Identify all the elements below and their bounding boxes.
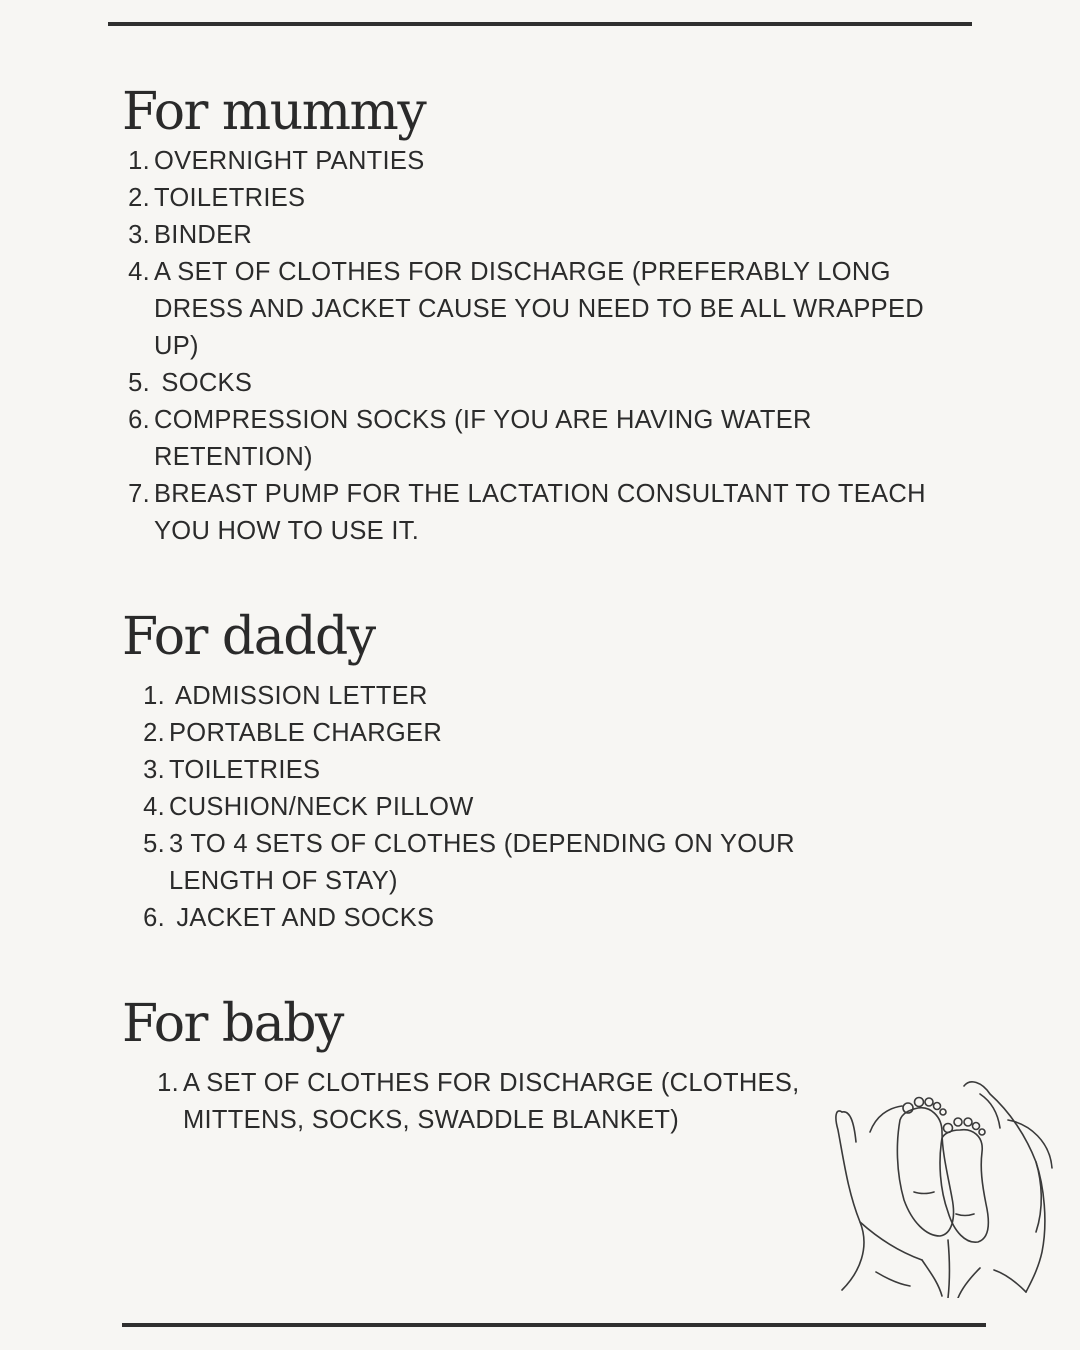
list-mummy — [124, 143, 944, 550]
list-baby — [153, 1065, 843, 1139]
list-item: 1. OVERNIGHT PANTIES — [128, 147, 425, 175]
heading-mummy: For mummy — [122, 82, 426, 142]
list-item: 2. TOILETRIES — [128, 184, 306, 212]
list-item: 6. COMPRESSION SOCKS (IF YOU ARE HAVING WATER RETENTION) — [128, 406, 812, 471]
hands-holding-baby-feet-icon — [830, 1072, 1060, 1298]
bottom-divider — [122, 1323, 986, 1327]
list-item: 1. ADMISSION LETTER — [143, 682, 428, 710]
list-item: 2. PORTABLE CHARGER — [143, 719, 443, 747]
list-item: 4. CUSHION/NECK PILLOW — [143, 793, 474, 821]
list-item: 3. BINDER — [128, 221, 253, 249]
list-item: 3. TOILETRIES — [143, 756, 321, 784]
top-divider — [108, 22, 972, 26]
list-daddy — [139, 678, 959, 937]
heading-daddy: For daddy — [122, 607, 375, 667]
list-item: 1. A SET OF CLOTHES FOR DISCHARGE (CLOTHES, MITTENS, SOCKS, SWADDLE BLANKET) — [157, 1069, 800, 1134]
heading-baby: For baby — [122, 994, 343, 1054]
list-item: 7. BREAST PUMP FOR THE LACTATION CONSULTANT TO TEACH YOU HOW TO USE IT. — [128, 480, 926, 545]
list-item: 4. A SET OF CLOTHES FOR DISCHARGE (PREFERABLY LONG DRESS AND JACKET CAUSE YOU NEED TO BE ALL WRAPPED UP) — [128, 258, 925, 360]
list-item: 5. SOCKS — [128, 369, 253, 397]
list-item: 5. 3 TO 4 SETS OF CLOTHES (DEPENDING ON YOUR LENGTH OF STAY) — [143, 830, 795, 895]
list-item: 6. JACKET AND SOCKS — [143, 904, 435, 932]
